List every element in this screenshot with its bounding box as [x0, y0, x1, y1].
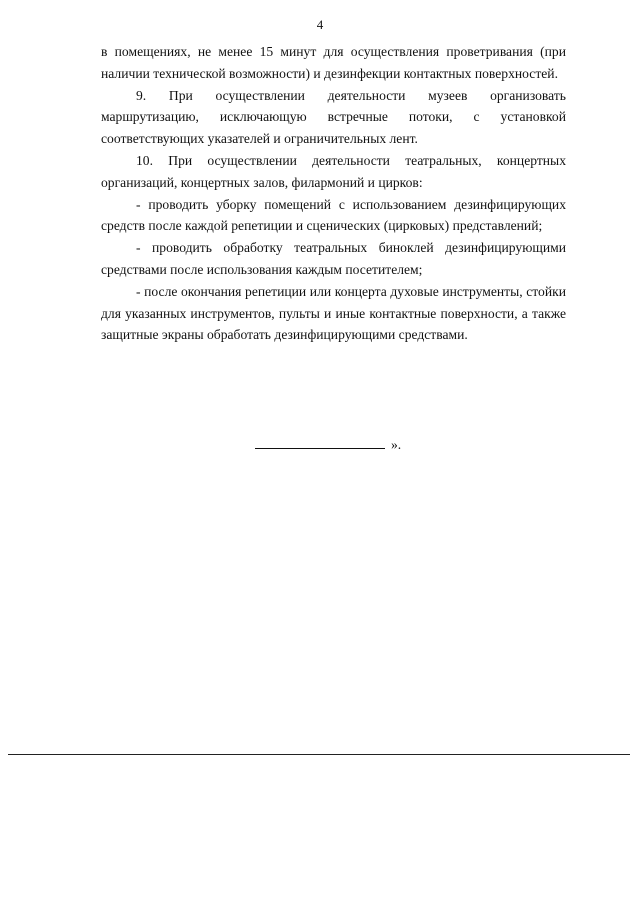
- document-body: [101, 41, 566, 346]
- page-number: 4: [316, 17, 324, 32]
- paragraph-item-9-museums: 9. При осуществлении деятельности музеев организовать маршрутизацию, исключающую встречные потоки, с установкой соответствующих указателей и ограничительных лент.: [101, 87, 566, 147]
- closing-underline: [255, 448, 385, 449]
- bullet-cleaning: - проводить уборку помещений с использованием дезинфицирующих средств после каждой репетиции и сценических (цирковых) представлений;: [101, 196, 566, 234]
- bullet-wind-instruments: - после окончания репетиции или концерта духовые инструменты, стойки для указанных инструментов, пульты и иные контактные поверхности, а также защитные экраны обработать дезинфицирующими средствами.: [101, 283, 566, 343]
- closing-mark: [255, 437, 401, 453]
- footer-divider: [8, 754, 630, 755]
- paragraph-ventilation: в помещениях, не менее 15 минут для осуществления проветривания (при наличии технической возможности) и дезинфекции контактных поверхностей.: [101, 44, 566, 81]
- paragraph-item-10-theatres: 10. При осуществлении деятельности театральных, концертных организаций, концертных залов, филармоний и цирков:: [101, 152, 566, 190]
- closing-quote: ».: [391, 437, 402, 452]
- bullet-binoculars: - проводить обработку театральных биноклей дезинфицирующими средствами после использования каждым посетителем;: [101, 240, 566, 277]
